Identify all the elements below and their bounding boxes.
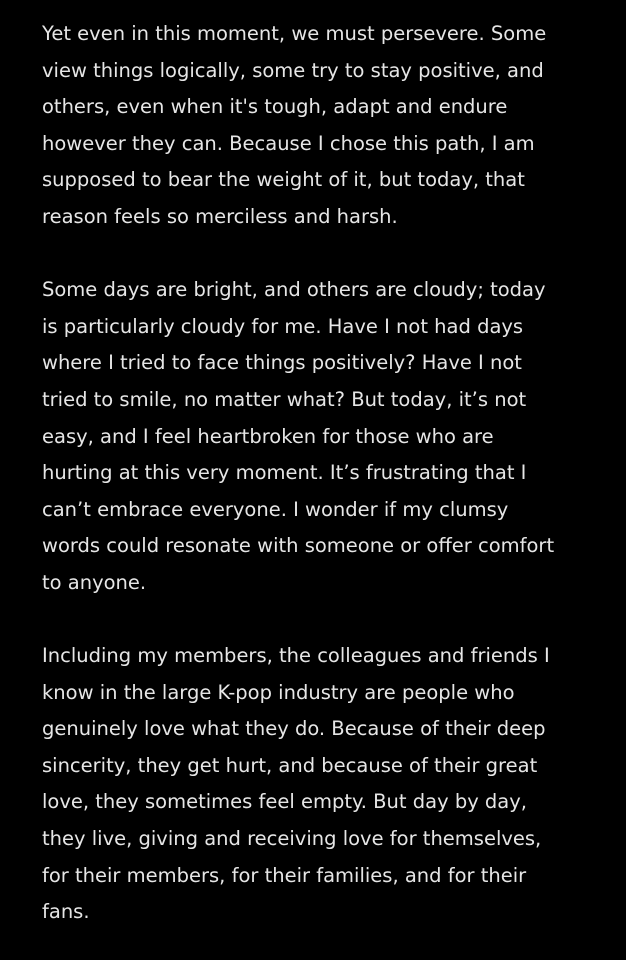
text-line: to anyone. <box>42 570 147 594</box>
text-line: they live, giving and receiving love for themselves, <box>42 827 542 851</box>
text-line: tried to smile, no matter what? But today, it’s not <box>42 387 527 411</box>
text-line: genuinely love what they do. Because of their deep <box>42 717 546 741</box>
text-line: for their members, for their families, and for their <box>42 863 527 887</box>
text-line: supposed to bear the weight of it, but today, that <box>42 168 525 192</box>
text-line: Including my members, the colleagues and friends I <box>42 644 550 668</box>
text-line: easy, and I feel heartbroken for those who are <box>42 424 494 448</box>
paragraph-1 <box>42 16 592 236</box>
text-line: others, even when it's tough, adapt and endure <box>42 95 508 119</box>
text-line: Yet even in this moment, we must persevere. Some <box>42 22 547 45</box>
text-line: words could resonate with someone or offer comfort <box>42 534 555 558</box>
paragraph-gap <box>42 602 592 639</box>
text-line: sincerity, they get hurt, and because of their great <box>42 753 538 777</box>
text-line: love, they sometimes feel empty. But day by day, <box>42 790 527 814</box>
text-line: reason feels so merciless and harsh. <box>42 204 398 228</box>
text-line: know in the large K-pop industry are people who <box>42 680 515 704</box>
paragraph-2 <box>42 272 592 601</box>
text-line: where I tried to face things positively? Have I not <box>42 351 522 375</box>
text-line: view things logically, some try to stay positive, and <box>42 58 544 82</box>
text-line: however they can. Because I chose this path, I am <box>42 131 535 155</box>
paragraph-gap <box>42 236 592 273</box>
text-line: can’t embrace everyone. I wonder if my clumsy <box>42 497 509 521</box>
note-text-body <box>42 16 592 931</box>
text-line: fans. <box>42 900 90 924</box>
text-line: Some days are bright, and others are cloudy; today <box>42 278 546 302</box>
text-line: hurting at this very moment. It’s frustrating that I <box>42 461 527 485</box>
paragraph-3 <box>42 638 592 931</box>
text-line: is particularly cloudy for me. Have I not had days <box>42 314 524 338</box>
